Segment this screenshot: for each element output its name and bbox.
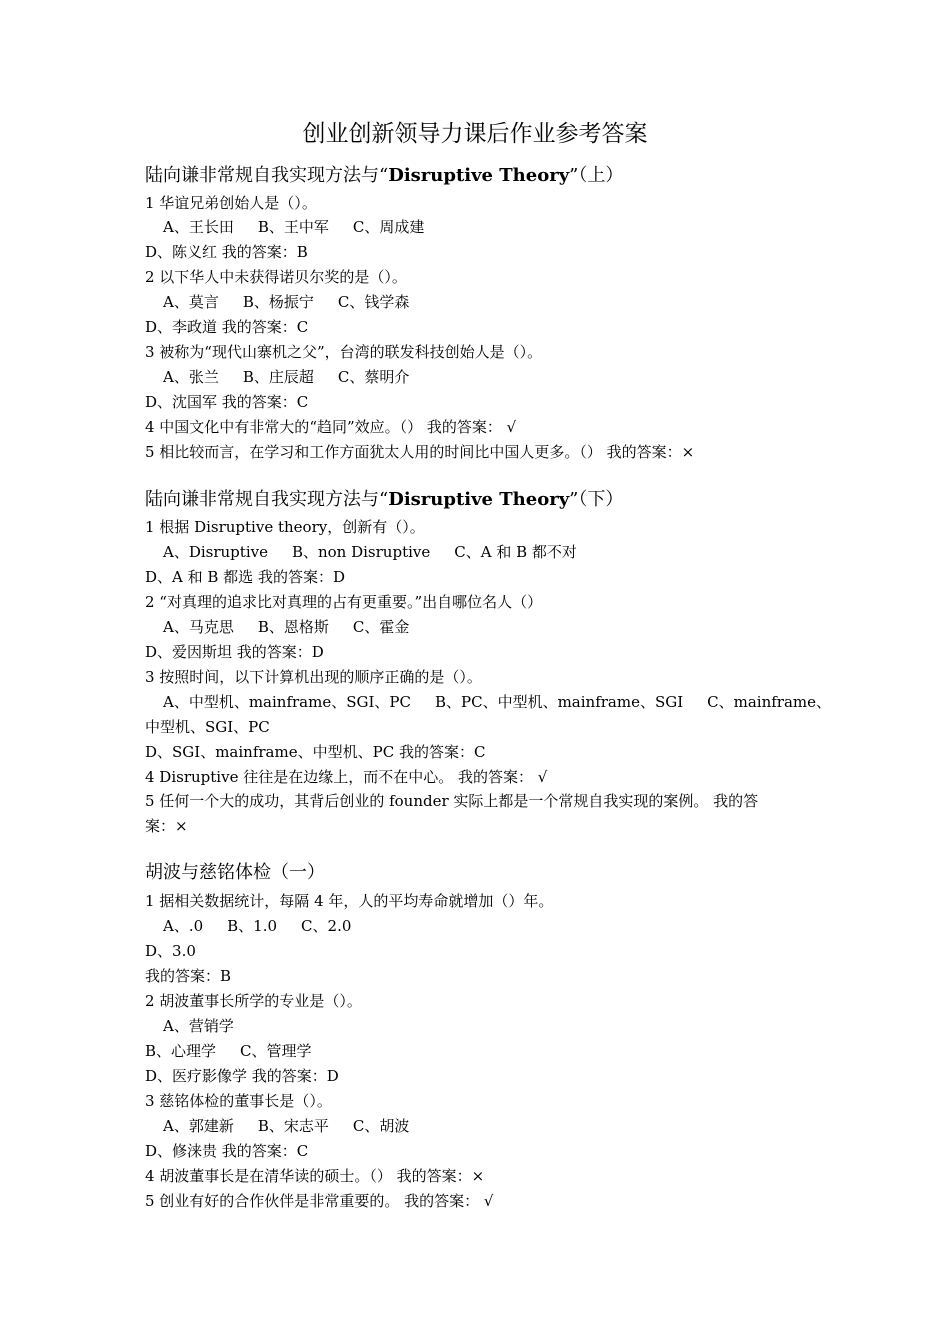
answer-line: D、爱因斯坦 我的答案：D — [145, 643, 324, 661]
option: C、mainframe、 — [707, 693, 832, 711]
option: A、马克思 — [163, 618, 234, 636]
option: A、王长田 — [163, 218, 234, 236]
option: B、杨振宁 — [242, 293, 314, 311]
option-line: D、3.0 — [145, 942, 196, 960]
option: B、PC、中型机、mainframe、SGI — [434, 693, 684, 711]
document-title: 创业创新领导力课后作业参考答案 — [302, 121, 648, 147]
question-line: 4 Disruptive 往往是在边缘上，而不在中心。 我的答案： √ — [145, 768, 548, 786]
options-line — [163, 216, 424, 238]
answer-line: D、沈国军 我的答案：C — [145, 393, 309, 411]
section-heading-2 — [145, 487, 623, 513]
section-heading-3-pre: 胡波与慈铭体检（一） — [145, 862, 325, 883]
option: B、庄辰超 — [242, 368, 314, 386]
options-line — [163, 366, 409, 388]
question-line: 5 任何一个大的成功，其背后创业的 founder 实际上都是一个常规自我实现的案例。 我的答 — [145, 792, 759, 810]
option: A、张兰 — [163, 368, 219, 386]
option: C、管理学 — [240, 1042, 312, 1060]
question-line: 5 相比较而言，在学习和工作方面犹太人用的时间比中国人更多。（） 我的答案：× — [145, 443, 695, 461]
option: A、中型机、mainframe、SGI、PC — [163, 693, 411, 711]
answer-line: D、A 和 B 都选 我的答案：D — [145, 568, 345, 586]
section-heading-2-post: ”（下） — [569, 489, 624, 510]
question-line: 3 被称为“现代山寨机之父”，台湾的联发科技创始人是（）。 — [145, 343, 543, 361]
answer-line: D、修涞贵 我的答案：C — [145, 1142, 309, 1160]
option: C、A 和 B 都不对 — [454, 543, 577, 561]
question-line: 1 根据 Disruptive theory，创新有（）。 — [145, 518, 425, 536]
options-line — [163, 1115, 409, 1137]
question-line: 3 慈铭体检的董事长是（）。 — [145, 1092, 332, 1110]
option: C、霍金 — [352, 618, 410, 636]
answer-line: D、医疗影像学 我的答案：D — [145, 1067, 339, 1085]
option: C、钱学森 — [337, 293, 410, 311]
answer-line: D、SGI、mainframe、中型机、PC 我的答案：C — [145, 743, 486, 761]
option: B、1.0 — [227, 917, 278, 935]
question-line: 1 华谊兄弟创始人是（）。 — [145, 194, 317, 212]
section-heading-1-bold: Disruptive Theory — [388, 165, 570, 186]
option: C、2.0 — [301, 917, 352, 935]
question-line: 2 “对真理的追求比对真理的占有更重要。”出自哪位名人（） — [145, 593, 543, 611]
answer-line: 我的答案：B — [145, 967, 232, 985]
section-heading-2-pre: 陆向谦非常规自我实现方法与“ — [145, 489, 389, 510]
options-line — [163, 616, 409, 638]
option-line: A、营销学 — [163, 1017, 234, 1035]
option: B、non Disruptive — [291, 543, 431, 561]
options-line-continued: 中型机、SGI、PC — [145, 718, 270, 736]
question-line: 5 创业有好的合作伙伴是非常重要的。 我的答案： √ — [145, 1192, 494, 1210]
option: B、王中军 — [257, 218, 329, 236]
options-line — [145, 1040, 312, 1062]
section-heading-1-pre: 陆向谦非常规自我实现方法与“ — [145, 165, 389, 186]
answer-line: D、李政道 我的答案：C — [145, 318, 309, 336]
section-heading-1 — [145, 163, 623, 189]
section-heading-2-bold: Disruptive Theory — [388, 489, 570, 510]
question-line: 4 胡波董事长是在清华读的硕士。（） 我的答案：× — [145, 1167, 485, 1185]
option: C、蔡明介 — [337, 368, 410, 386]
section-heading-1-post: ”（上） — [569, 165, 624, 186]
question-line: 4 中国文化中有非常大的“趋同”效应。（） 我的答案： √ — [145, 418, 517, 436]
option: C、周成建 — [352, 218, 425, 236]
answer-line: D、陈义红 我的答案：B — [145, 243, 308, 261]
option: B、宋志平 — [257, 1117, 329, 1135]
option: A、郭建新 — [163, 1117, 234, 1135]
options-line — [163, 291, 409, 313]
question-line: 2 胡波董事长所学的专业是（）。 — [145, 992, 362, 1010]
question-line: 3 按照时间，以下计算机出现的顺序正确的是（）。 — [145, 668, 482, 686]
section-heading-3 — [145, 860, 325, 886]
option: A、莫言 — [163, 293, 219, 311]
question-line: 2 以下华人中未获得诺贝尔奖的是（）。 — [145, 268, 407, 286]
options-line — [163, 915, 351, 937]
question-line-continued: 案：× — [145, 817, 188, 835]
option: B、恩格斯 — [257, 618, 329, 636]
options-line — [163, 691, 831, 713]
option: C、胡波 — [352, 1117, 410, 1135]
question-line: 1 据相关数据统计，每隔 4 年，人的平均寿命就增加（）年。 — [145, 892, 554, 910]
options-line — [163, 541, 577, 563]
option: A、.0 — [163, 917, 204, 935]
option: A、Disruptive — [163, 543, 268, 561]
option: B、心理学 — [145, 1042, 217, 1060]
